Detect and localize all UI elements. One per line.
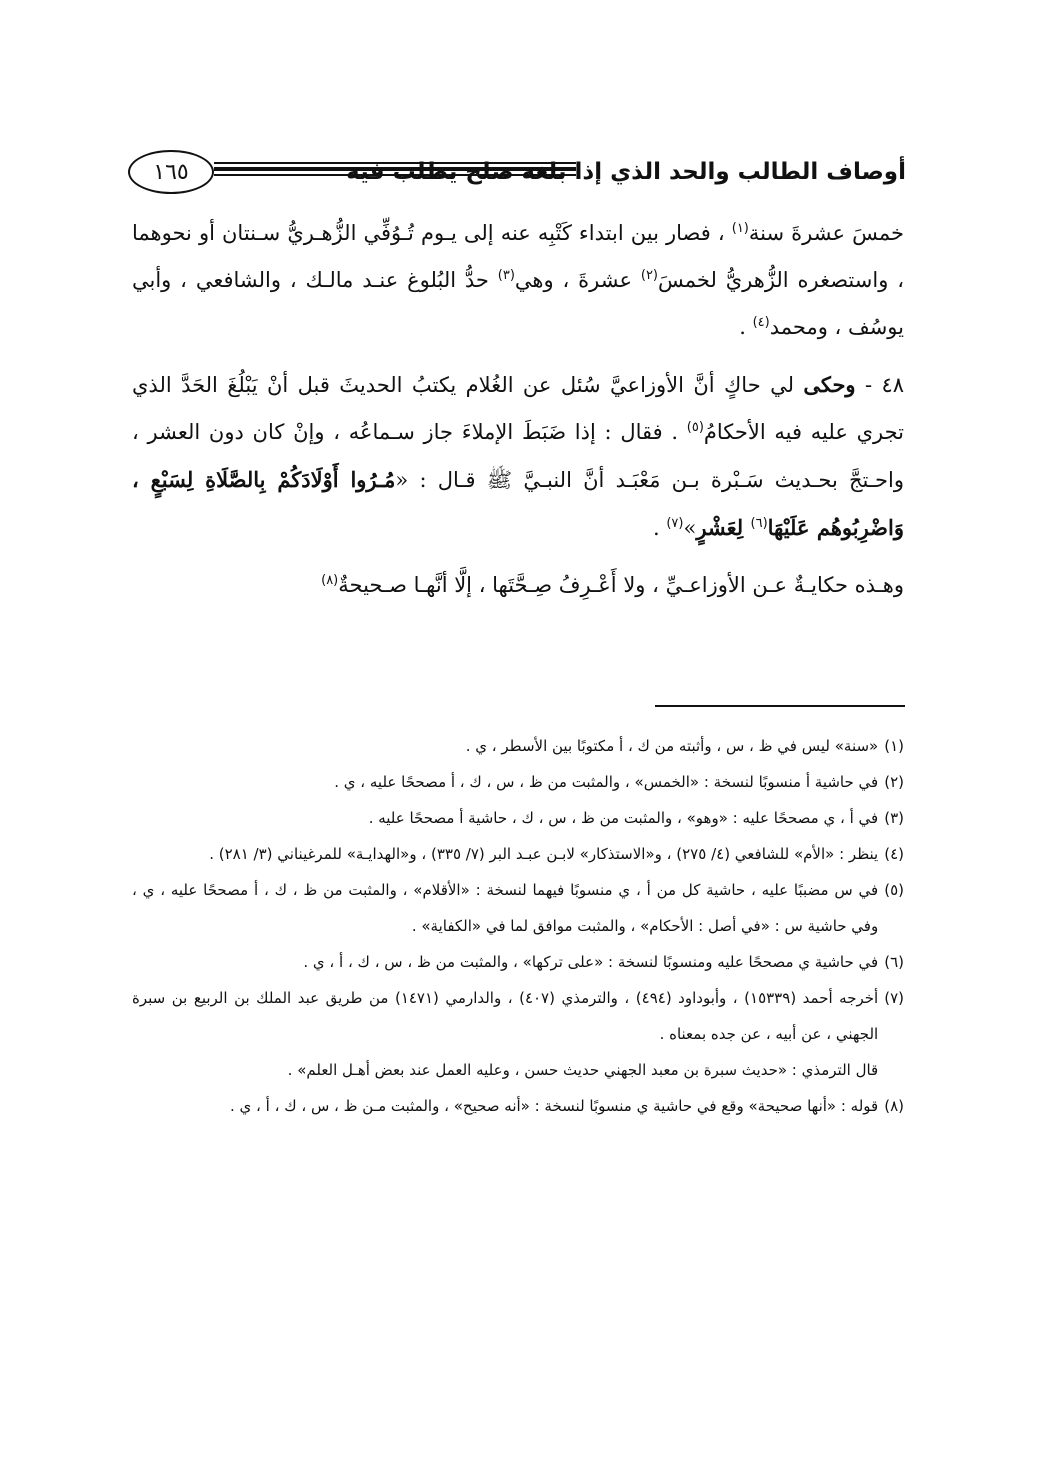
footnote-text: «سنة» ليس في ظ ، س ، وأثبته من ك ، أ مكتوبًا بين الأسطر ، ي . <box>465 737 879 755</box>
footnote-number: (٥) <box>884 881 904 899</box>
text-span: » <box>683 516 697 540</box>
footnote-text: في حاشية ي مصححًا عليه ومنسوبًا لنسخة : «على تركها» ، والمثبت من ظ ، س ، ك ، أ ، ي . <box>303 953 879 971</box>
paragraph-48 <box>132 361 904 552</box>
footnote-text: أخرجه أحمد (١٥٣٣٩) ، وأبوداود (٤٩٤) ، والترمذي (٤٠٧) ، والدارمي (١٤٧١) من طريق عبد الملك بن الربيع بن سبرة الجهني ، عن أبيه ، عن جده بمعناه . <box>132 989 879 1043</box>
footnote <box>132 728 904 764</box>
footnote-ref[interactable]: (٢) <box>640 268 658 283</box>
main-text <box>132 210 904 609</box>
footnote <box>132 872 904 944</box>
footnote-ref[interactable]: (٦) <box>750 516 768 531</box>
footnote-text: في س مضببًا عليه ، حاشية كل من أ ، ي منسوبًا فيهما لنسخة : «الأقلام» ، والمثبت من ظ ، ك ، أ مصححًا عليه ، ي ، وفي حاشية س : «في أصل : الأحكام» ، والمثبت موافق لما في «الكفاية» . <box>132 881 879 935</box>
text-span: عشرةَ ، وهي <box>514 268 641 292</box>
footnote-text: قوله : «أنها صحيحة» وقع في حاشية ي منسوبًا لنسخة : «أنه صحيح» ، والمثبت مـن ظ ، س ، ك ، أ ، ي . <box>230 1097 879 1115</box>
running-title: أوصاف الطالب والحد الذي إذا بلغه صلح يطلب فيه <box>346 159 906 185</box>
footnote-number: (١) <box>884 737 904 755</box>
text-span: وهـذه حكايـةٌ عـن الأوزاعـيِّ ، ولا أَعْـرِفُ صِـحَّتَها ، إلَّا أنَّهـا صـحيحةٌ <box>338 573 904 597</box>
footnote-text: في حاشية أ منسوبًا لنسخة : «الخمس» ، والمثبت من ظ ، س ، ك ، أ مصححًا عليه ، ي . <box>334 773 879 791</box>
footnote-text: في أ ، ي مصححًا عليه : «وهو» ، والمثبت من ظ ، س ، ك ، حاشية أ مصححًا عليه . <box>368 809 879 827</box>
footnote-number: (٨) <box>884 1097 904 1115</box>
footnote-separator <box>655 705 905 707</box>
footnote-number: (٣) <box>884 809 904 827</box>
hadith-text: مُـرُوا أَوْلَادَكُمْ بِالصَّلَاةِ لِسَبْعٍ ، وَاضْرِبُوهُم عَلَيْهَا <box>132 467 904 540</box>
footnote-ref[interactable]: (١) <box>731 221 749 236</box>
footnote-number: (٧) <box>884 989 904 1007</box>
hadith-text: لِعَشْرٍ <box>696 515 751 540</box>
paragraph-3 <box>132 562 904 609</box>
page-header <box>128 150 906 198</box>
text-span: حدُّ البُلوغ عنـد مالـك ، والشافعي ، وأبي يوسُف ، ومحمد <box>132 268 904 339</box>
page-number: ١٦٥ <box>128 150 214 194</box>
footnote-ref[interactable]: (٣) <box>497 268 515 283</box>
paragraph-1 <box>132 210 904 351</box>
footnote <box>132 764 904 800</box>
text-span: ، فصار بين ابتداء كَتْبِه عنه إلى يـوم تُـوُفِّي الزُّهـريُّ سـنتان أو نحوهما ، واستصغره الزُّهريُّ لخمسَ <box>132 221 904 292</box>
item-number: ٤٨ - <box>855 373 904 397</box>
footnote-ref[interactable]: (٤) <box>752 315 770 330</box>
text-span: خمسَ عشرةَ سنة <box>748 221 904 245</box>
footnote-text: قال الترمذي : «حديث سبرة بن معبد الجهني حديث حسن ، وعليه العمل عند بعض أهـل العلم» . <box>287 1061 879 1079</box>
footnotes <box>132 728 904 1124</box>
footnote <box>132 980 904 1088</box>
text-span: لي حاكٍ أنَّ الأوزاعيَّ سُئل عن الغُلام يكتبُ الحديثَ قبل أنْ يَبْلُغَ الحَدَّ الذي تجري عليه فيه الأحكامُ <box>132 373 905 444</box>
text-span: . <box>739 315 753 339</box>
footnote-ref[interactable]: (٨) <box>321 573 339 588</box>
footnote <box>132 944 904 980</box>
footnote-number: (٤) <box>884 845 904 863</box>
lead-word: وحكى <box>803 372 856 397</box>
footnote <box>132 836 904 872</box>
footnote-number: (٢) <box>884 773 904 791</box>
footnote-ref[interactable]: (٧) <box>666 516 684 531</box>
footnote <box>132 800 904 836</box>
text-span: . فقال : إذا ضَبَطَ الإملاءَ جاز سـماعُه ، وإنْ كان دون العشر ، واحـتجَّ بحـديث سَـبْرة بـن مَعْبَـد أنَّ النبـيَّ ﷺ قـال : « <box>132 420 904 492</box>
footnote-text: ينظر : «الأم» للشافعي (٤/ ٢٧٥) ، و«الاستذكار» لابـن عبـد البر (٧/ ٣٣٥) ، و«الهدايـة» للمرغيناني (٣/ ٢٨١) . <box>209 845 879 863</box>
text-span: . <box>652 516 667 540</box>
footnote <box>132 1088 904 1124</box>
footnote-ref[interactable]: (٥) <box>686 420 704 435</box>
footnote-number: (٦) <box>884 953 904 971</box>
